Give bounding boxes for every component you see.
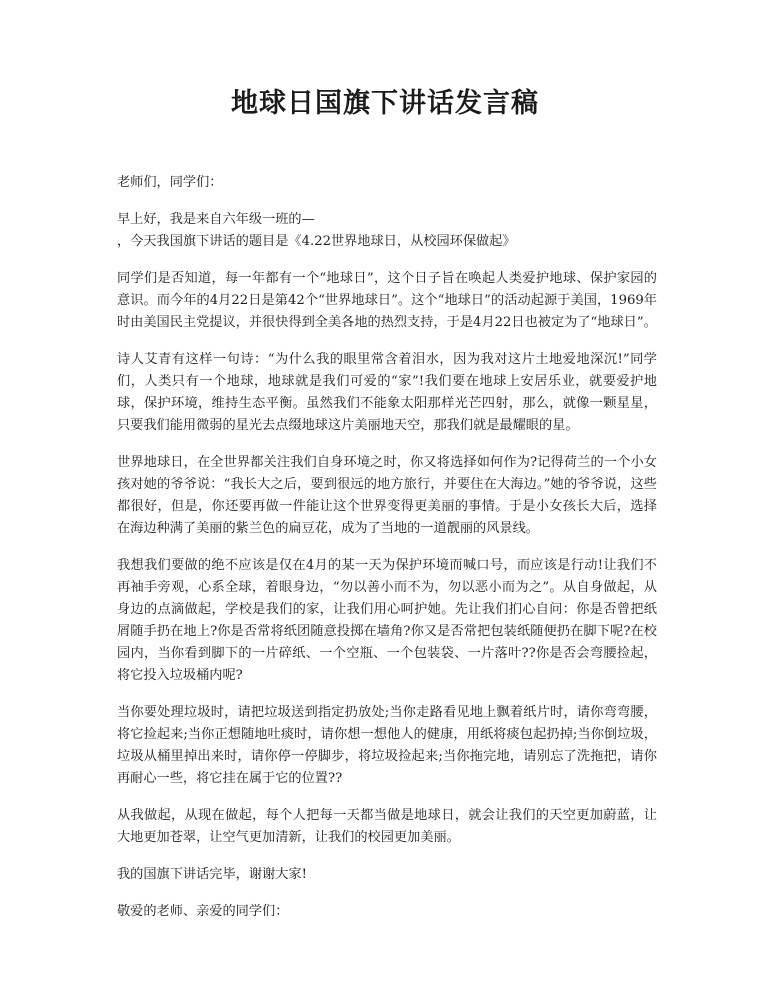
- paragraph-habits: 当你要处理垃圾时，请把垃圾送到指定扔放处;当你走路看见地上飘着纸片时，请你弯弯腰，将它捡起来;当你正想随地吐痰时，请你想一想他人的健康，用纸将痰包起扔掉;当你倒垃圾，垃圾从桶里掉出来时，请你停一停脚步，将垃圾捡起来;当你拖完地，请别忘了洗拖把，请你再耐心一些，将它挂在属于它的位置??: [117, 705, 657, 786]
- intro-line-1: 早上好，我是来自六年级一班的—: [117, 212, 315, 227]
- intro-line-2: ，今天我国旗下讲话的题目是《4.22世界地球日，从校园环保做起》: [117, 234, 516, 249]
- paragraph-poem: 诗人艾青有这样一句诗：“为什么我的眼里常含着泪水，因为我对这片土地爱地深沉!”同学们，人类只有一个地球，地球就是我们可爱的“家”!我们要在地球上安居乐业，就要爱护地球，保护环境，维持生态平衡。虽然我们不能象太阳那样光芒四射，那么，就像一颗星星，只要我们能用微弱的星光去点缀地球这片美丽地天空，那我们就是最耀眼的星。: [117, 352, 657, 433]
- paragraph-start-now: 从我做起，从现在做起，每个人把每一天都当做是地球日，就会让我们的天空更加蔚蓝，让大地更加苍翠，让空气更加清新，让我们的校园更加美丽。: [117, 808, 657, 845]
- paragraph-intro: [117, 209, 657, 253]
- paragraph-earth-day-origin: 同学们是否知道，每一年都有一个“地球日”，这个日子旨在唤起人类爱护地球、保护家园的意识。而今年的4月22日是第42个“世界地球日”。这个“地球日”的活动起源于美国，1969年时由美国民主党提议，并很快得到全美各地的热烈支持，于是4月22日也被定为了“地球日”。: [117, 271, 657, 330]
- paragraph-action: 我想我们要做的绝不应该是仅在4月的某一天为保护环境而喊口号，而应该是行动!让我们不再袖手旁观，心系全球，着眼身边，“勿以善小而不为，勿以恶小而为之”。从自身做起，从身边的点滴做起，学校是我们的家，让我们用心呵护她。先让我们扪心自问：你是否曾把纸屑随手扔在地上?你是否常将纸团随意投掷在墙角?你又是否常把包装纸随便扔在脚下呢?在校园内，当你看到脚下的一片碎纸、一个空瓶、一个包装袋、一片落叶??你是否会弯腰捡起，将它投入垃圾桶内呢?: [117, 558, 657, 683]
- document-body: [117, 172, 657, 938]
- paragraph-story: 世界地球日，在全世界都关注我们自身环境之时，你又将选择如何作为?记得荷兰的一个小女孩对她的爷爷说：“我长大之后，要到很远的地方旅行，并要住在大海边。”她的爷爷说，这些都很好，但是，你还要再做一件能让这个世界变得更美丽的事情。于是小女孩长大后，选择在海边种满了美丽的紫兰色的扁豆花，成为了当地的一道靓丽的风景线。: [117, 455, 657, 536]
- document-title: 地球日国旗下讲话发言稿: [231, 88, 539, 119]
- paragraph-greeting: 老师们，同学们：: [117, 175, 223, 190]
- paragraph-next-greeting: 敬爱的老师、亲爱的同学们：: [117, 904, 289, 919]
- paragraph-closing: 我的国旗下讲话完毕，谢谢大家!: [117, 867, 307, 882]
